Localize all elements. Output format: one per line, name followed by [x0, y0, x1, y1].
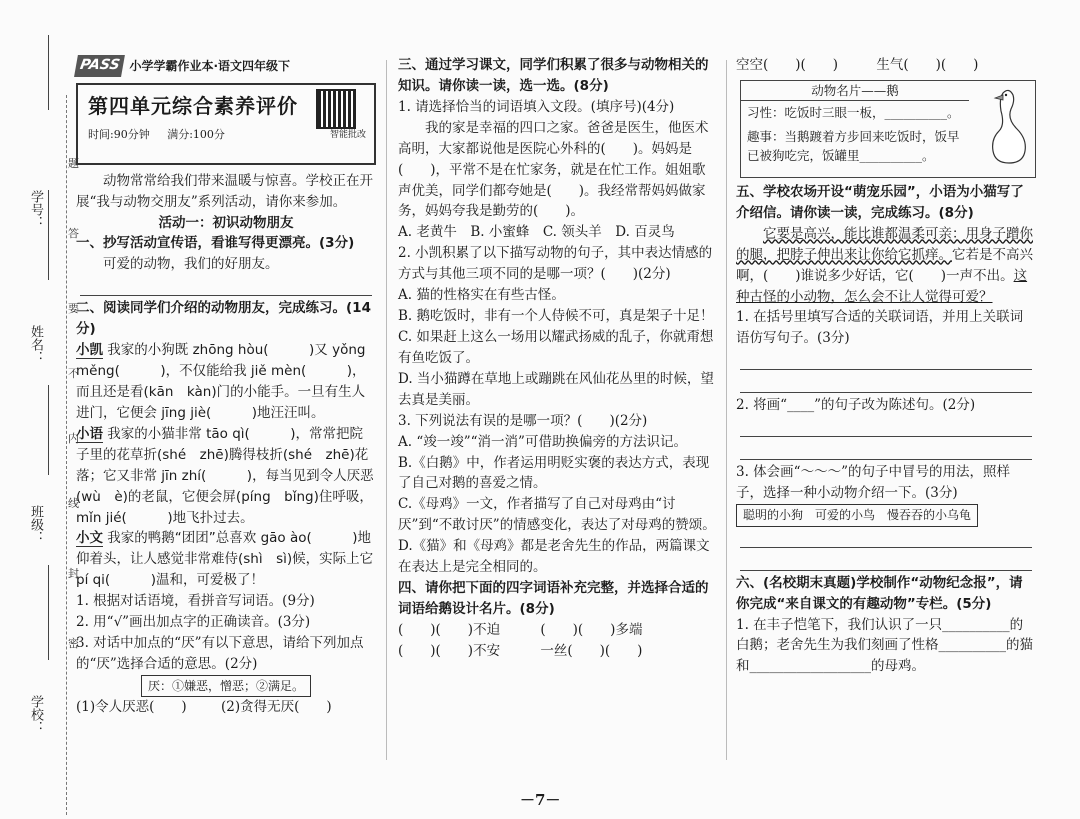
family-passage: 我的家是幸福的四口之家。爸爸是医生，他医术高明，大家都说他是医院心外科的( )。妈妈是( )，平常不是在忙家务，就是在忙工作。姐姐歌声优美，同学们都夸她是( )。我经常帮妈妈做家务，妈妈夸我是勤劳的( )。: [398, 119, 709, 220]
question-3-2: 2. 小凯积累了以下描写动物的句子，其中表达情感的方式与其他三项不同的是哪一项？( )(2分): [398, 245, 713, 283]
page-title: 第四单元综合素养评价: [88, 93, 298, 118]
page-number: －7－: [520, 791, 561, 809]
name-card-line: 趣事：当鹅踱着方步回来吃饭时，饭早已被狗吃完，饭罐里__________。: [747, 128, 960, 164]
binding-char: 题: [68, 157, 79, 170]
full-score: 满分:100分: [167, 127, 225, 141]
option-c: C.《母鸡》一文，作者描写了自己对母鸡由“讨厌”到“不敢讨厌”的情感变化，表达了对母鸡的赞颂。: [398, 496, 716, 534]
brand-logo: PASS: [74, 55, 125, 77]
section-4-title: 四、请你把下面的四字词语补充完整，并选择合适的词语给鹅设计名片。(8分): [398, 580, 709, 617]
intro-text: 动物常常给我们带来温暖与惊喜。学校正在开展“我与动物交朋友”系列活动，请你来参加。: [76, 172, 373, 210]
meaning-box: 厌：①嫌恶，憎恶；②满足。: [141, 675, 311, 698]
speaker-name: 小凯: [76, 342, 103, 359]
title-box: [76, 83, 376, 165]
answer-line[interactable]: [80, 275, 372, 296]
idiom-blank[interactable]: 生气( )( ): [876, 57, 979, 73]
binding-char: 线: [68, 497, 79, 510]
idiom-blank[interactable]: ( )( )不迫: [398, 621, 501, 638]
idiom-blank[interactable]: ( )( )不安: [398, 642, 501, 659]
series-name: 小学学霸作业本·语文四年级下: [129, 58, 291, 73]
name-card-title: 动物名片——鹅: [741, 81, 969, 101]
section-2-title: 二、阅读同学们介绍的动物朋友，完成练习。(14分): [76, 300, 371, 338]
wen-paragraph: [76, 528, 376, 591]
binding-char: 密: [68, 637, 79, 650]
cat-passage: [736, 224, 1036, 308]
idiom-blank[interactable]: ( )( )多端: [540, 621, 643, 638]
question-3-1: 1. 请选择恰当的词语填入文段。(填序号)(4分): [398, 98, 675, 115]
answer-line[interactable]: [740, 527, 1032, 548]
answer-blank-b[interactable]: (2)贪得无厌( ): [220, 699, 332, 716]
question-3-3: 3. 下列说法有误的是哪一项？( )(2分): [398, 412, 648, 429]
binding-margin: [18, 95, 79, 805]
goose-name-card: [740, 80, 1036, 178]
option-b: B.《白鹅》中，作者运用明贬实褒的表达方式，表现了自己对鹅的喜爱之情。: [398, 454, 710, 492]
column-divider: [726, 60, 727, 760]
qr-code-icon[interactable]: [316, 89, 356, 129]
option-d: D.《猫》和《母鸡》都是老舍先生的作品，两篇课文在表达上是完全相同的。: [398, 538, 710, 576]
column-middle: [398, 55, 716, 662]
kai-text: 我家的小狗既 zhōng hòu( )又 yǒng měng( )，不仅能给我 jiě mèn( )，而且还是看(kān kàn)门的小能手。一旦有生人进门，它便会 jīng jiè( )地汪汪叫。: [76, 342, 366, 421]
binding-char: 封: [68, 567, 79, 580]
binding-char: 内: [68, 432, 79, 445]
section-3-title: 三、通过学习课文，同学们积累了很多与动物相关的知识。请你读一读，选一选。(8分): [398, 57, 709, 94]
section-5-title: 五、学校农场开设“萌宠乐园”，小语为小猫写了介绍信。请你读一读，完成练习。(8分): [736, 183, 1024, 221]
question-6-1: 1. 在丰子恺笔下，我们认识了一只__________的白鹅；老舍先生为我们刻画了性格__________的猫和__________________的母鸡。: [736, 616, 1033, 675]
name-label: 姓名：: [28, 325, 43, 364]
question-2-2: 2. 用“√”画出加点字的正确读音。(3分): [76, 614, 311, 631]
time-limit: 时间:90分钟: [88, 127, 150, 141]
answer-line[interactable]: [740, 416, 1032, 437]
class-label: 班级：: [28, 505, 43, 544]
column-divider: [386, 60, 387, 760]
column-right: [736, 55, 1036, 677]
slogan-text: 可爱的动物，我们的好朋友。: [103, 256, 279, 273]
question-2-3: 3. 对话中加点的“厌”有以下意思，请给下列加点的“厌”选择合适的意思。(2分): [76, 635, 364, 672]
class-line: [48, 385, 50, 475]
school-line: [48, 565, 50, 660]
cat-text-wavy: 它要是高兴，能比谁都温柔可亲：用身子蹭你的腿，把脖子伸出来让你给它抓痒。: [736, 225, 1033, 263]
student-id-label: 学号：: [28, 190, 43, 229]
student-id-line: [48, 35, 50, 110]
cat-text: 它若是不高兴啊，( )谁说多少好话，它( )一声不出。: [736, 246, 1033, 284]
cat-text-underlined: 这种古怪的小动物，怎么会不让人觉得可爱？: [736, 267, 1028, 305]
kai-paragraph: [76, 340, 376, 424]
goose-icon: [989, 85, 1031, 169]
question-2-1: 1. 根据对话语境，看拼音写词语。(9分): [76, 593, 315, 610]
yu-paragraph: [76, 424, 376, 529]
animal-choice-box: 聪明的小狗 可爱的小鸟 慢吞吞的小乌龟: [736, 504, 978, 527]
binding-dashed-line: [66, 95, 67, 815]
idiom-blank[interactable]: 一丝( )( ): [540, 642, 643, 659]
speaker-name: 小文: [76, 530, 103, 547]
option-c: C. 如果赶上这么一场用以耀武扬威的乱子，你就甭想有鱼吃饭了。: [398, 328, 714, 366]
binding-char: 答: [68, 227, 79, 240]
answer-row: [76, 697, 376, 718]
series-header: [76, 55, 376, 77]
idiom-row: [736, 55, 1036, 76]
idiom-row: [398, 641, 716, 662]
column-left: [76, 55, 376, 718]
binding-char: 要: [68, 302, 79, 315]
idiom-blank[interactable]: 空空( )( ): [736, 57, 839, 73]
answer-line[interactable]: [740, 550, 1032, 571]
option-a: A. 猫的性格实在有些古怪。: [398, 287, 565, 304]
school-label: 学校：: [28, 695, 43, 734]
answer-blank-a[interactable]: (1)令人厌恶( ): [76, 699, 187, 716]
answer-line[interactable]: [740, 349, 1032, 370]
question-5-1: 1. 在括号里填写合适的关联词语，并用上关联词语仿写句子。(3分): [736, 309, 1024, 347]
answer-line[interactable]: [740, 439, 1032, 460]
section-1-title: 一、抄写活动宣传语，看谁写得更漂亮。(3分): [76, 235, 355, 252]
name-line: [48, 190, 50, 280]
idiom-row: [398, 620, 716, 641]
option-b: B. 鹅吃饭时，非有一个人侍候不可，真是架子十足！: [398, 308, 714, 325]
question-5-2: 2. 将画“____”的句子改为陈述句。(2分): [736, 397, 976, 414]
section-6-title: 六、(名校期末真题)学校制作“动物纪念报”，请你完成“来自课文的有趣动物”专栏。(5分): [736, 574, 1023, 612]
answer-line[interactable]: [740, 372, 1032, 393]
activity-heading: 活动一：初识动物朋友: [158, 214, 294, 231]
option-a: A. “竣一竣”“消一消”可借助换偏旁的方法识记。: [398, 433, 687, 450]
question-5-3: 3. 体会画“～～～”的句子中冒号的用法，照样子，选择一种小动物介绍一下。(3分): [736, 464, 1010, 502]
name-card-line: 习性：吃饭时三眼一板，__________。: [747, 105, 960, 121]
speaker-name: 小语: [76, 425, 103, 442]
yu-text: 我家的小猫非常 tāo qì( )，常常把院子里的花草折(shé zhē)腾得枝折(shé zhē)花落；它又非常 jīn zhí( )，每当见到令人厌恶(wù è)的老鼠，它便会屏(píng bǐng)住呼吸，mǐn jié( )地飞扑过去。: [76, 425, 374, 526]
option-d: D. 当小猫蹲在草地上或蹦跳在风仙花丛里的时候，望去真是美丽。: [398, 370, 714, 408]
wen-text: 我家的鸭鹅“团团”总喜欢 gāo ào( )地仰着头，让人感觉非常难侍(shì sì)候，实际上它 pí qi( )温和，可爱极了！: [76, 530, 374, 589]
qr-label: 智能批改: [329, 129, 366, 140]
binding-char: 不: [68, 367, 79, 380]
question-3-1-options: A. 老黄牛 B. 小蜜蜂 C. 领头羊 D. 百灵鸟: [398, 224, 675, 241]
